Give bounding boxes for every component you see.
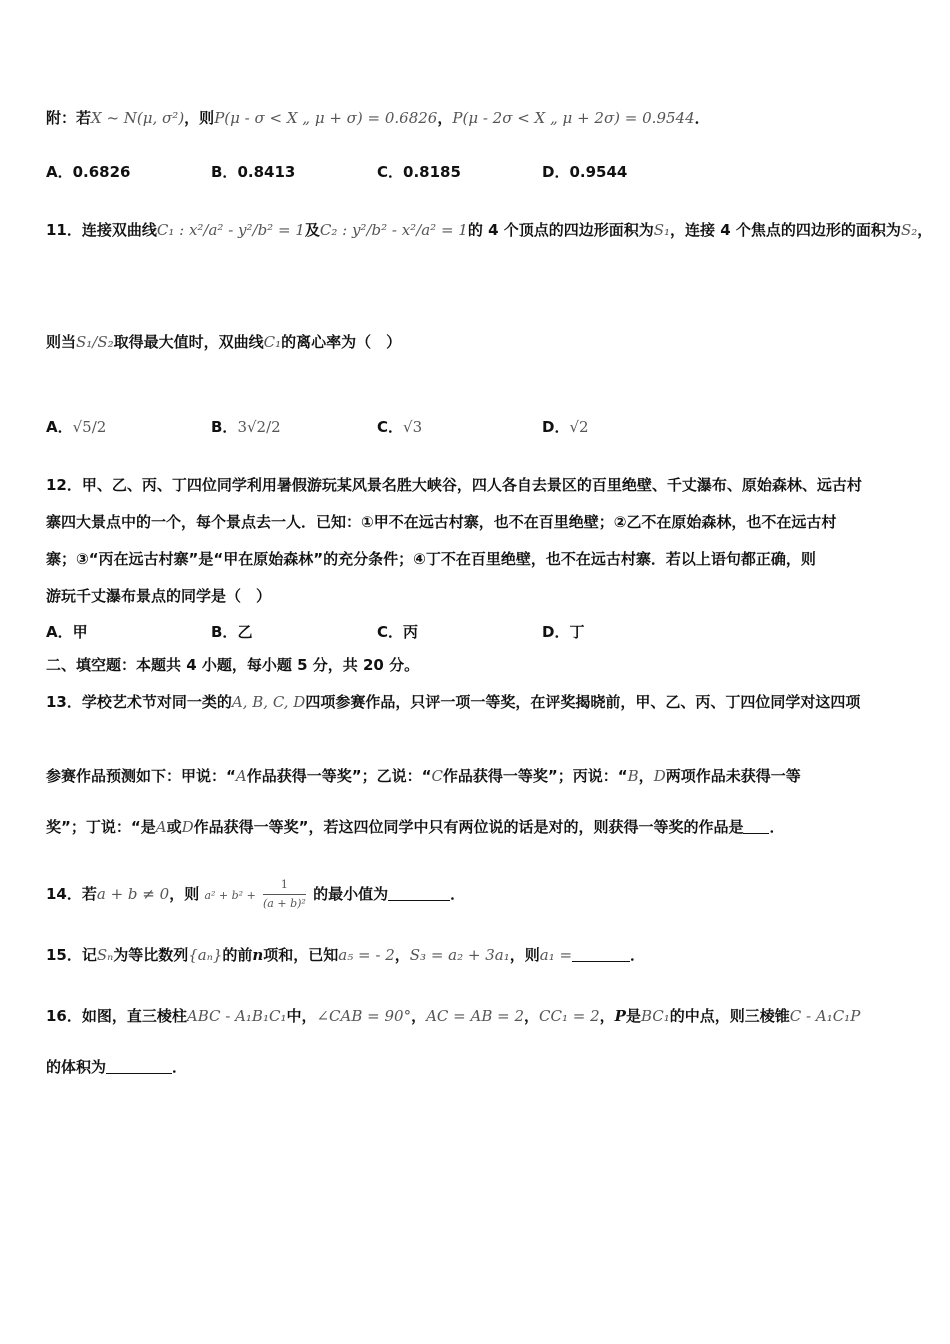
q11-option-c[interactable]: C．√3 (377, 418, 423, 436)
q12-line2: 寨四大景点中的一个，每个景点去一人．已知：①甲不在远古村寨，也不在百里绝壁；②乙不在原始森林，也不在远古村 (46, 513, 837, 531)
q12-line4: 游玩千丈瀑布景点的同学是（ ） (46, 587, 272, 605)
q15-answer-blank[interactable] (572, 947, 630, 962)
q16-line1: 16．如图，直三棱柱ABC - A₁B₁C₁中，∠CAB = 90°，AC = AB = 2，CC₁ = 2，P是BC₁的中点，则三棱锥C - A₁C₁P (46, 1007, 861, 1025)
q15-line: 15．记Sₙ为等比数列{aₙ}的前n项和，已知a₅ = - 2，S₃ = a₂ + 3a₁，则a₁ = ． (46, 946, 646, 964)
q11-option-b[interactable]: B．3√2/2 (211, 418, 281, 436)
q10-p2: P(μ - 2σ < X „ μ + 2σ) = 0.9544 (452, 109, 695, 127)
q13-line1: 13．学校艺术节对同一类的A, B, C, D四项参赛作品，只评一项一等奖，在评奖揭晓前，甲、乙、丙、丁四位同学对这四项 (46, 693, 861, 711)
q14-answer-blank[interactable] (388, 886, 450, 901)
q13-answer-blank[interactable] (743, 819, 769, 834)
q12-line3: 寨；③“丙在远古村寨”是“甲在原始森林”的充分条件；④丁不在百里绝壁，也不在远古村寨．若以上语句都正确，则 (46, 550, 816, 568)
section-heading: 二、填空题：本题共 4 小题，每小题 5 分，共 20 分。 (46, 656, 420, 674)
q14-fraction: $\frac{1}{\text{(a + b)²}}$ (263, 878, 306, 910)
q11-c1-equation: C₁ : x²/a² - y²/b² = 1 (156, 221, 305, 239)
q12-option-a[interactable]: A．甲 (46, 623, 88, 641)
q10-option-d[interactable]: D．0.9544 (542, 163, 628, 181)
q12-line1: 12．甲、乙、丙、丁四位同学利用暑假游玩某风景名胜大峡谷，四人各自去景区的百里绝壁、千丈瀑布、原始森林、远古村 (46, 476, 862, 494)
q12-option-c[interactable]: C．丙 (377, 623, 419, 641)
q14-line: 14．若a + b ≠ 0，则 a² + b² + $\frac{1}{\text{(a + b)²}}$ 的最小值为 ． (46, 876, 910, 913)
q10-dist: X ~ N(μ, σ²) (91, 109, 185, 127)
q11-line1: 11．连接双曲线C₁ : x²/a² - y²/b² = 1及C₂ : y²/b² - x²/a² = 1的 4 个顶点的四边形面积为S₁，连接 4 个焦点的四边形的面积为S₂， (46, 221, 933, 239)
q10-option-c[interactable]: C．0.8185 (377, 163, 461, 181)
q16-answer-blank[interactable] (106, 1059, 172, 1074)
q11-line2: 则当S₁/S₂取得最大值时，双曲线C₁的离心率为（ ） (46, 333, 402, 351)
q10-note: 附：若X ~ N(μ, σ²)，则P(μ - σ < X „ μ + σ) = 0.6826，P(μ - 2σ < X „ μ + 2σ) = 0.9544． (46, 109, 710, 127)
q10-option-a[interactable]: A．0.6826 (46, 163, 131, 181)
q11-option-d[interactable]: D．√2 (542, 418, 589, 436)
q11-c2-equation: C₂ : y²/b² - x²/a² = 1 (319, 221, 468, 239)
q13-line3: 奖”；丁说：“是A或D作品获得一等奖”，若这四位同学中只有两位说的话是对的，则获得一等奖的作品是 ． (46, 818, 785, 836)
q12-option-d[interactable]: D．丁 (542, 623, 585, 641)
q10-option-b[interactable]: B．0.8413 (211, 163, 296, 181)
q11-ratio: S₁/S₂ (76, 333, 114, 351)
q11-option-a[interactable]: A．√5/2 (46, 418, 107, 436)
q13-line2: 参赛作品预测如下：甲说：“A作品获得一等奖”；乙说：“C作品获得一等奖”；丙说：“B，D两项作品未获得一等 (46, 767, 801, 785)
q16-line2: 的体积为 ． (46, 1058, 188, 1076)
q12-option-b[interactable]: B．乙 (211, 623, 253, 641)
q10-p1: P(μ - σ < X „ μ + σ) = 0.6826 (214, 109, 438, 127)
